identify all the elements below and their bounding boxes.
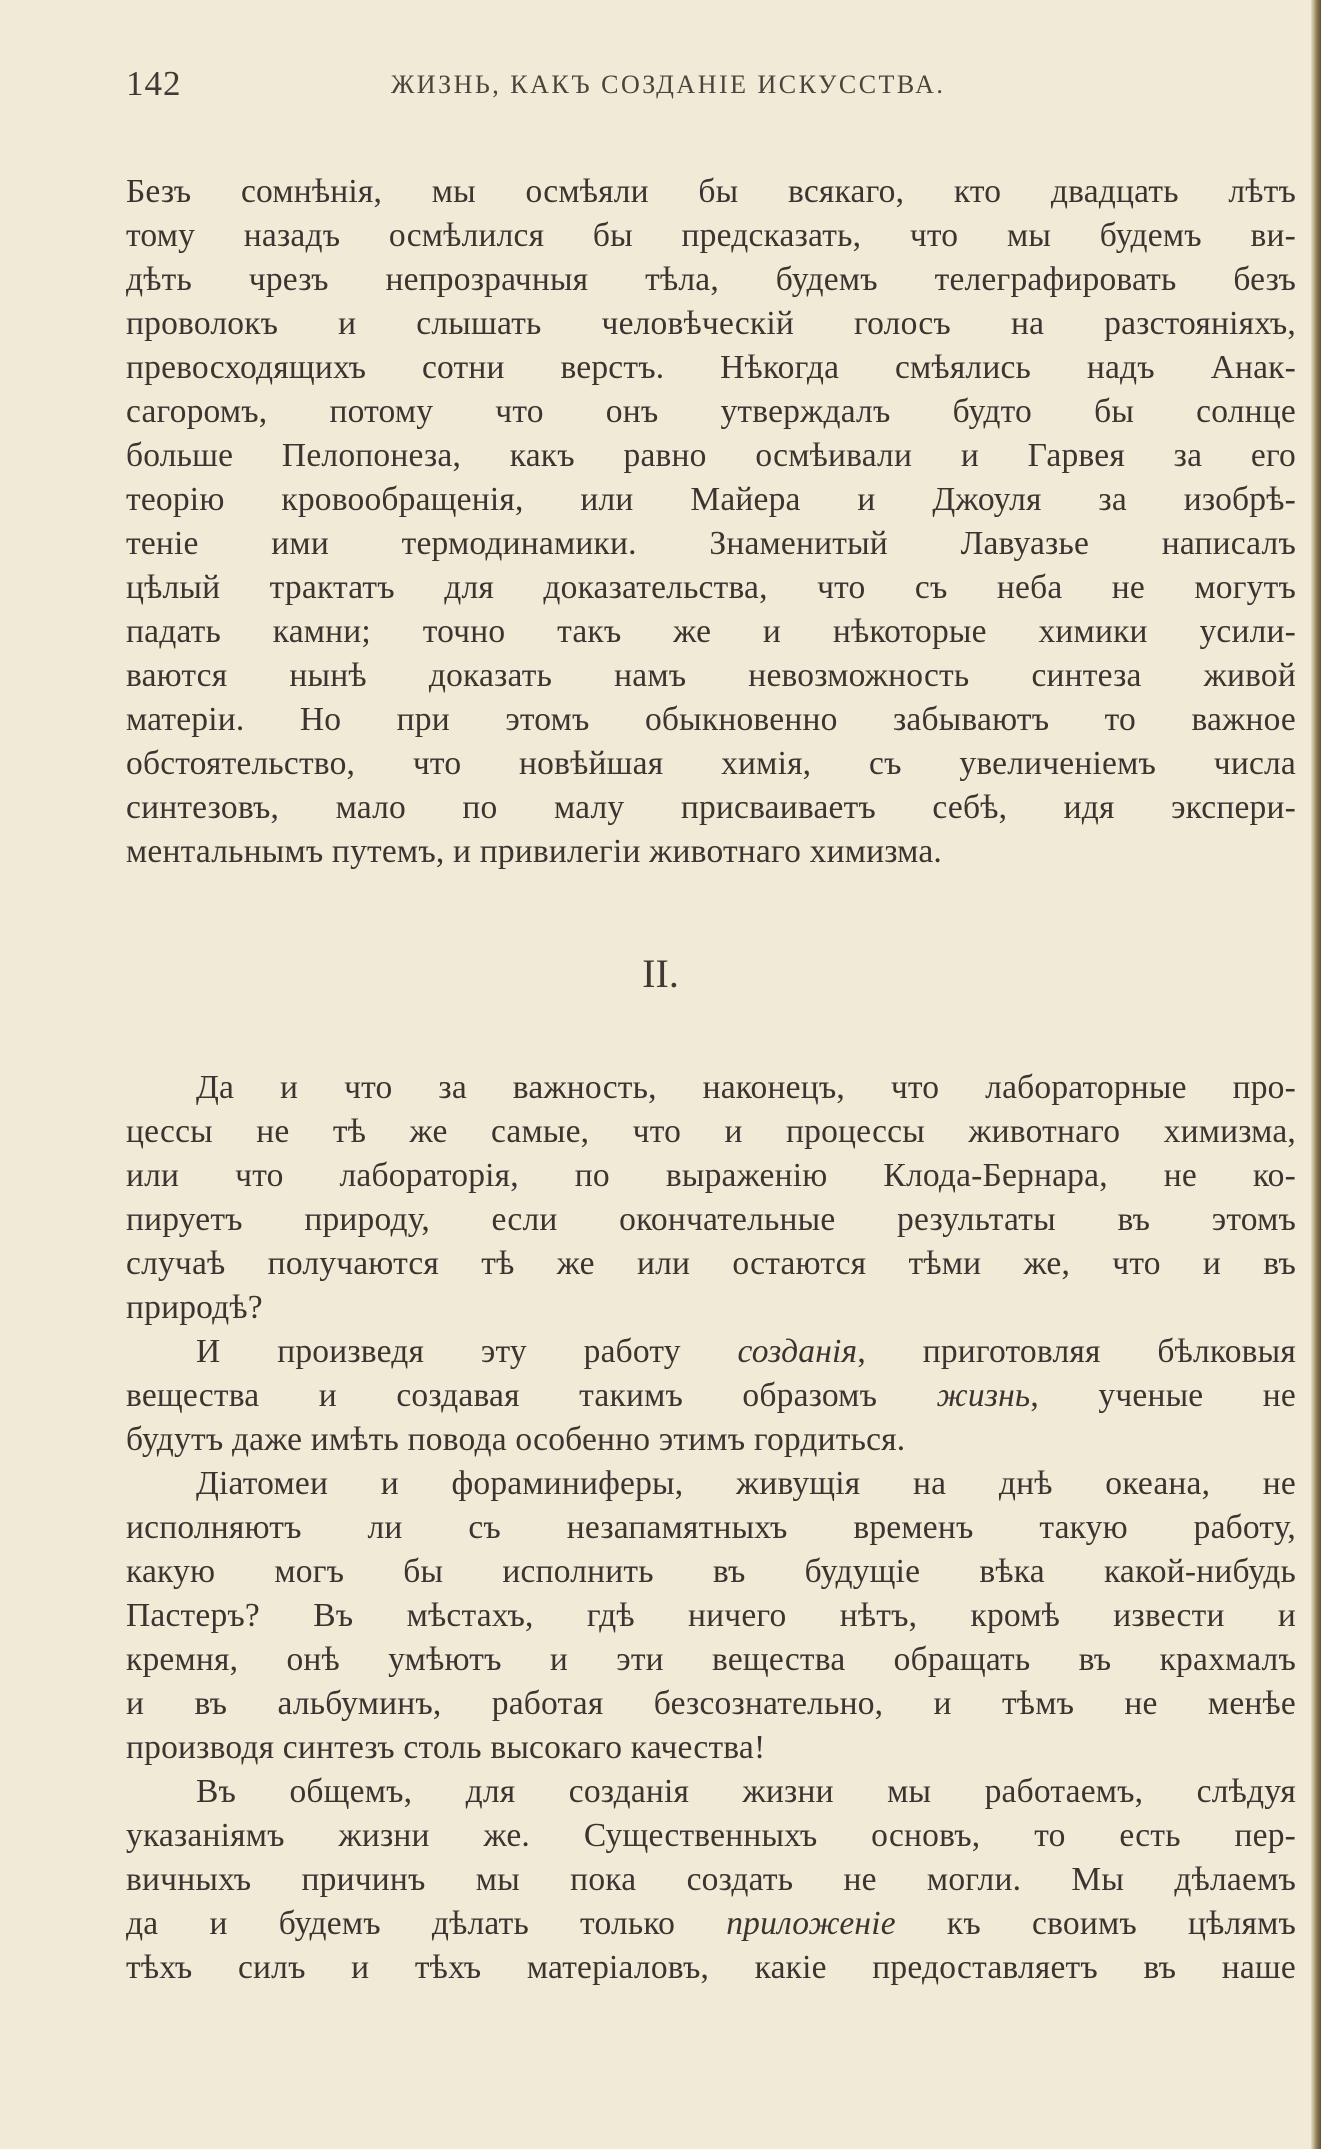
text-line: указаніямъ жизни же. Существенныхъ основъ, то есть пер- (126, 1817, 1296, 1854)
paragraph-3 (126, 1330, 1296, 1462)
text-line: производя синтезъ столь высокаго качества! (126, 1729, 766, 1766)
text-line: Безъ сомнѣнія, мы осмѣяли бы всякаго, кто двадцать лѣтъ (126, 173, 1296, 210)
text-line: падать камни; точно такъ же и нѣкоторые химики усили- (126, 613, 1296, 650)
text-line: какую могъ бы исполнить въ будущіе вѣка какой-нибудь (126, 1553, 1296, 1590)
text-line: цѣлый трактатъ для доказательства, что съ неба не могутъ (126, 569, 1296, 606)
text-line: цессы не тѣ же самые, что и процессы животнаго химизма, (126, 1113, 1296, 1150)
text-line: пируетъ природу, если окончательные результаты въ этомъ (126, 1201, 1296, 1238)
text-line: и въ альбуминъ, работая безсознательно, и тѣмъ не менѣе (126, 1685, 1296, 1722)
page-edge (1311, 0, 1321, 2149)
running-header (126, 64, 1296, 114)
text-line: больше Пелопонеза, какъ равно осмѣивали и Гарвея за его (126, 437, 1296, 474)
text-line: случаѣ получаются тѣ же или остаются тѣми же, что и въ (126, 1245, 1296, 1282)
text-line: ваются нынѣ доказать намъ невозможность синтеза живой (126, 657, 1296, 694)
running-title: ЖИЗНЬ, КАКЪ СОЗДАНІЕ ИСКУССТВА. (391, 70, 946, 99)
text-line: ментальнымъ путемъ, и привилегіи животнаго химизма. (126, 833, 942, 870)
emphasis: приложеніе (726, 1905, 896, 1942)
text-line: да и будемъ дѣлать только приложеніе къ своимъ цѣлямъ (126, 1905, 1296, 1942)
text-line: проволокъ и слышать человѣческій голосъ на разстояніяхъ, (126, 305, 1296, 342)
text-line: Въ общемъ, для созданія жизни мы работаемъ, слѣдуя (196, 1773, 1296, 1810)
section-heading: II. (642, 951, 679, 996)
emphasis: жизнь (936, 1377, 1031, 1414)
text-line: превосходящихъ сотни верстъ. Нѣкогда смѣялись надъ Анак- (126, 349, 1296, 386)
text-line: теніе ими термодинамики. Знаменитый Лавуазье написалъ (126, 525, 1296, 562)
text-line: Да и что за важность, наконецъ, что лабораторные про- (196, 1069, 1296, 1106)
text-line: исполняютъ ли съ незапамятныхъ временъ такую работу, (126, 1509, 1296, 1546)
text-line: кремня, онѣ умѣютъ и эти вещества обращать въ крахмалъ (126, 1641, 1296, 1678)
paragraph-4 (126, 1462, 1296, 1770)
text-line: тому назадъ осмѣлился бы предсказать, что мы будемъ ви- (126, 217, 1296, 254)
text-line: дѣть чрезъ непрозрачныя тѣла, будемъ телеграфировать безъ (126, 261, 1296, 298)
text-line: И произведя эту работу созданія, приготовляя бѣлковыя (196, 1333, 1296, 1370)
text-line: вичныхъ причинъ мы пока создать не могли. Мы дѣлаемъ (126, 1861, 1296, 1898)
text-line: Діатомеи и фораминиферы, живущія на днѣ океана, не (196, 1465, 1296, 1502)
text-line: Пастеръ? Въ мѣстахъ, гдѣ ничего нѣтъ, кромѣ извести и (126, 1597, 1296, 1634)
text-line: синтезовъ, мало по малу присваиваетъ себѣ, идя экспери- (126, 789, 1296, 826)
paragraph-2 (126, 1066, 1296, 1330)
paragraph-5 (126, 1770, 1296, 1990)
text-line: будутъ даже имѣть повода особенно этимъ гордиться. (126, 1421, 906, 1458)
paragraph-1 (126, 170, 1296, 874)
text-line: природѣ? (126, 1289, 263, 1326)
text-line: матеріи. Но при этомъ обыкновенно забываютъ то важное (126, 701, 1296, 738)
text-line: вещества и создавая такимъ образомъ жизнь, ученые не (126, 1377, 1296, 1414)
text-line: или что лабораторія, по выраженію Клода-Бернара, не ко- (126, 1157, 1296, 1194)
page-number: 142 (126, 64, 182, 103)
text-line: теорію кровообращенія, или Майера и Джоуля за изобрѣ- (126, 481, 1296, 518)
text-line: тѣхъ силъ и тѣхъ матеріаловъ, какіе предоставляетъ въ наше (126, 1949, 1296, 1986)
text-line: обстоятельство, что новѣйшая химія, съ увеличеніемъ числа (126, 745, 1296, 782)
text-line: сагоромъ, потому что онъ утверждалъ будто бы солнце (126, 393, 1296, 430)
emphasis: созданія (737, 1333, 858, 1370)
